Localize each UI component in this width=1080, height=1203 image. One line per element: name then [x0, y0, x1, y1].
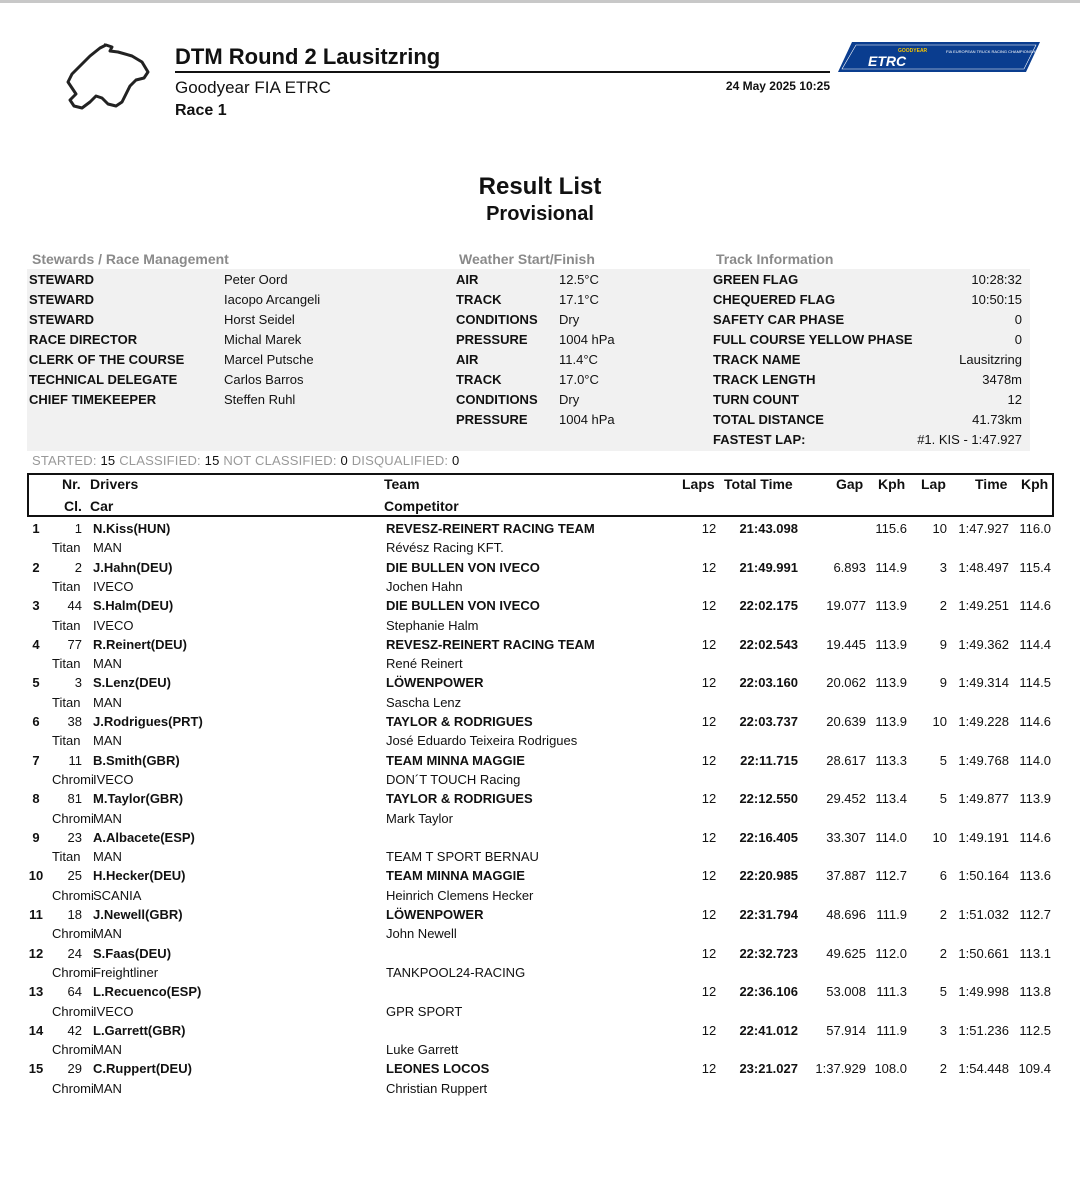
result-class: Titan	[52, 617, 81, 633]
result-total-time: 21:43.098	[739, 521, 798, 536]
result-laps: 12	[701, 598, 717, 614]
result-position: 1	[32, 521, 40, 536]
result-competitor: José Eduardo Teixeira Rodrigues	[386, 733, 578, 749]
result-laps: 12	[701, 945, 717, 961]
result-best-time: 1:50.661	[958, 945, 1009, 961]
result-number: 77	[67, 636, 82, 652]
result-kph: 112.0	[875, 945, 907, 961]
result-gap: 48.696	[826, 907, 866, 922]
result-best-kph: 112.5	[1019, 1022, 1051, 1038]
result-driver: J.Rodrigues(PRT)	[93, 714, 203, 729]
result-total-time: 22:20.985	[739, 868, 798, 884]
track-info-heading: Track Information	[716, 251, 834, 267]
result-best-lap-no: 10	[932, 714, 947, 729]
result-gap: 19.445	[826, 636, 866, 652]
track-info-label: TURN COUNT	[713, 392, 799, 407]
result-competitor: Jochen Hahn	[386, 578, 463, 594]
result-best-time: 1:50.164	[958, 868, 1009, 884]
weather-value: 17.0°C	[559, 372, 599, 387]
track-info-label: FASTEST LAP:	[713, 432, 806, 447]
result-team: REVESZ-REINERT RACING TEAM	[386, 636, 595, 652]
col-kph-best: Kph	[1021, 476, 1049, 492]
result-number: 64	[67, 984, 82, 1000]
result-team: LÖWENPOWER	[386, 675, 484, 691]
track-info-label: SAFETY CAR PHASE	[713, 312, 845, 327]
result-gap: 20.062	[826, 675, 866, 691]
steward-value: Carlos Barros	[224, 372, 304, 387]
result-competitor: DON´T TOUCH Racing	[386, 771, 521, 787]
result-car: IVECO	[93, 1003, 134, 1019]
result-car: MAN	[93, 656, 122, 672]
result-best-lap-no: 6	[939, 868, 947, 884]
logo-etrc-text: ETRC	[868, 53, 907, 69]
track-info-value: 12	[1007, 392, 1022, 407]
result-number: 81	[67, 791, 82, 807]
result-best-time: 1:47.927	[958, 521, 1009, 536]
weather-label: TRACK	[456, 292, 502, 307]
result-team: DIE BULLEN VON IVECO	[386, 559, 540, 575]
result-car: MAN	[93, 926, 122, 942]
result-kph: 113.9	[875, 714, 907, 729]
steward-value: Iacopo Arcangeli	[224, 292, 321, 307]
result-kph: 111.3	[876, 984, 907, 1000]
weather-value: 1004 hPa	[559, 412, 615, 427]
weather-value: 17.1°C	[559, 292, 599, 307]
steward-value: Michal Marek	[224, 332, 302, 347]
result-team: LÖWENPOWER	[386, 907, 484, 922]
result-gap: 33.307	[826, 829, 866, 845]
result-best-kph: 114.6	[1019, 598, 1051, 614]
result-class: Chromi	[52, 1080, 94, 1096]
result-laps: 12	[701, 1061, 717, 1077]
result-best-lap-no: 10	[932, 521, 947, 536]
steward-label: RACE DIRECTOR	[29, 332, 138, 347]
result-position: 14	[28, 1022, 44, 1038]
started-label: STARTED:	[32, 453, 97, 468]
col-competitor: Competitor	[384, 498, 459, 514]
result-gap: 29.452	[826, 791, 866, 807]
weather-label: PRESSURE	[456, 412, 528, 427]
track-info-label: GREEN FLAG	[713, 272, 799, 287]
header-rule	[175, 71, 830, 73]
result-total-time: 22:16.405	[739, 829, 798, 845]
result-number: 3	[74, 675, 82, 691]
steward-value: Horst Seidel	[224, 312, 295, 327]
result-car: MAN	[93, 1080, 122, 1096]
result-gap: 28.617	[826, 752, 866, 768]
result-total-time: 22:41.012	[739, 1022, 798, 1038]
track-info-value: 10:28:32	[971, 272, 1022, 287]
result-team: REVESZ-REINERT RACING TEAM	[386, 521, 595, 536]
result-position: 11	[29, 907, 43, 922]
result-competitor: John Newell	[386, 926, 457, 942]
result-competitor: René Reinert	[386, 656, 463, 672]
result-kph: 111.9	[876, 907, 907, 922]
result-number: 24	[67, 945, 82, 961]
race-name: Race 1	[175, 102, 227, 119]
result-best-time: 1:49.768	[958, 752, 1009, 768]
weather-value: Dry	[559, 392, 580, 407]
logo-fia-text: FIA EUROPEAN TRUCK RACING CHAMPIONSHIP	[946, 49, 1040, 54]
result-position: 15	[28, 1061, 44, 1077]
steward-label: STEWARD	[29, 292, 94, 307]
result-kph: 114.0	[875, 829, 907, 845]
series-name: Goodyear FIA ETRC	[175, 78, 331, 97]
result-competitor: Christian Ruppert	[386, 1080, 488, 1096]
result-team: LEONES LOCOS	[386, 1061, 490, 1077]
classified-label: CLASSIFIED:	[119, 453, 201, 468]
col-car: Car	[90, 498, 114, 514]
result-gap: 6.893	[833, 559, 866, 575]
result-driver: L.Recuenco(ESP)	[93, 984, 202, 1000]
result-competitor: TEAM T SPORT BERNAU	[386, 849, 539, 865]
result-laps: 12	[701, 1022, 717, 1038]
col-kph: Kph	[878, 476, 906, 492]
track-info-value: Lausitzring	[959, 352, 1022, 367]
col-gap: Gap	[836, 476, 864, 492]
result-best-time: 1:49.362	[958, 636, 1009, 652]
stewards-heading: Stewards / Race Management	[32, 251, 229, 267]
result-number: 2	[74, 559, 82, 575]
result-class: Chromi	[52, 810, 94, 826]
result-best-kph: 113.1	[1019, 945, 1051, 961]
result-best-lap-no: 9	[939, 675, 947, 691]
result-car: MAN	[93, 810, 122, 826]
started-count: 15	[100, 453, 116, 468]
result-driver: J.Newell(GBR)	[93, 907, 183, 922]
steward-label: CLERK OF THE COURSE	[29, 352, 185, 367]
result-driver: R.Reinert(DEU)	[93, 636, 187, 652]
result-best-kph: 109.4	[1018, 1061, 1051, 1077]
result-class: Chromi	[52, 887, 94, 903]
result-best-kph: 114.6	[1019, 714, 1051, 729]
result-competitor: Heinrich Clemens Hecker	[386, 887, 534, 903]
result-best-time: 1:49.228	[958, 714, 1009, 729]
event-title: DTM Round 2 Lausitzring	[175, 44, 441, 69]
result-class: Titan	[52, 733, 81, 749]
result-gap: 53.008	[826, 984, 866, 1000]
not-classified-label: NOT CLASSIFIED:	[223, 453, 337, 468]
result-gap: 49.625	[826, 945, 866, 961]
steward-value: Marcel Putsche	[224, 352, 314, 367]
result-best-kph: 113.6	[1019, 868, 1051, 884]
col-drivers: Drivers	[90, 476, 139, 492]
report-datetime: 24 May 2025 10:25	[725, 79, 830, 93]
col-lap: Lap	[921, 476, 946, 492]
result-laps: 12	[701, 752, 717, 768]
result-best-lap-no: 10	[932, 829, 947, 845]
result-class: Chromi	[52, 771, 94, 787]
result-kph: 113.4	[875, 791, 907, 807]
result-total-time: 22:02.543	[739, 636, 798, 652]
result-laps: 12	[701, 984, 717, 1000]
result-kph: 112.7	[875, 868, 907, 884]
weather-value: 1004 hPa	[559, 332, 615, 347]
result-car: IVECO	[93, 617, 134, 633]
result-competitor: Sascha Lenz	[386, 694, 462, 710]
result-total-time: 22:02.175	[739, 598, 798, 614]
result-number: 38	[67, 714, 82, 729]
result-number: 11	[68, 752, 82, 768]
result-position: 10	[28, 868, 44, 884]
disqualified-count: 0	[452, 453, 460, 468]
result-car: IVECO	[93, 771, 134, 787]
result-driver: A.Albacete(ESP)	[93, 829, 195, 845]
result-total-time: 22:03.160	[739, 675, 798, 691]
result-best-kph: 114.0	[1019, 752, 1051, 768]
result-best-lap-no: 3	[939, 559, 947, 575]
result-car: MAN	[93, 849, 122, 865]
disqualified-label: DISQUALIFIED:	[351, 453, 449, 468]
result-driver: B.Smith(GBR)	[93, 752, 180, 768]
result-gap: 37.887	[826, 868, 866, 884]
result-best-lap-no: 2	[939, 907, 947, 922]
result-laps: 12	[701, 868, 717, 884]
result-best-kph: 113.8	[1019, 984, 1051, 1000]
result-best-lap-no: 2	[939, 1061, 947, 1077]
result-class: Titan	[52, 694, 81, 710]
result-car: IVECO	[93, 578, 134, 594]
result-total-time: 22:31.794	[739, 907, 798, 922]
result-total-time: 22:32.723	[739, 945, 798, 961]
result-kph: 113.9	[875, 636, 907, 652]
result-list-title: Result List	[478, 173, 602, 200]
result-best-time: 1:49.877	[958, 791, 1009, 807]
result-best-lap-no: 3	[939, 1022, 947, 1038]
track-info-value: 3478m	[982, 372, 1022, 387]
result-class: Chromi	[52, 1003, 94, 1019]
result-kph: 108.0	[874, 1061, 907, 1077]
result-laps: 12	[701, 907, 717, 922]
result-car: SCANIA	[93, 887, 142, 903]
result-best-time: 1:48.497	[958, 559, 1009, 575]
result-driver: S.Halm(DEU)	[93, 598, 174, 614]
result-best-lap-no: 9	[939, 636, 947, 652]
result-status: Provisional	[486, 203, 594, 225]
etrc-logo	[838, 42, 1040, 72]
weather-value: 11.4°C	[559, 352, 598, 367]
weather-label: CONDITIONS	[456, 392, 538, 407]
result-total-time: 22:11.715	[740, 752, 798, 768]
result-best-kph: 114.4	[1019, 636, 1051, 652]
result-driver: S.Faas(DEU)	[93, 945, 172, 961]
track-info-label: TRACK LENGTH	[713, 372, 816, 387]
track-map-icon	[60, 42, 160, 112]
result-competitor: GPR SPORT	[386, 1003, 463, 1019]
track-info-value: 0	[1014, 312, 1022, 327]
result-team: TEAM MINNA MAGGIE	[386, 868, 525, 884]
result-class: Titan	[52, 578, 81, 594]
steward-label: CHIEF TIMEKEEPER	[29, 392, 157, 407]
result-competitor: Révész Racing KFT.	[386, 540, 504, 556]
result-best-kph: 115.4	[1019, 559, 1051, 575]
result-driver: M.Taylor(GBR)	[93, 791, 184, 807]
result-laps: 12	[701, 521, 717, 536]
result-gap: 19.077	[826, 598, 866, 614]
result-total-time: 21:49.991	[739, 559, 798, 575]
track-info-label: FULL COURSE YELLOW PHASE	[713, 332, 913, 347]
steward-label: STEWARD	[29, 272, 94, 287]
result-number: 18	[67, 907, 82, 922]
steward-label: TECHNICAL DELEGATE	[29, 372, 178, 387]
result-competitor: Stephanie Halm	[386, 617, 479, 633]
result-kph: 115.6	[875, 521, 907, 536]
track-info-label: TRACK NAME	[713, 352, 801, 367]
result-total-time: 22:03.737	[739, 714, 798, 729]
result-best-kph: 114.6	[1019, 829, 1051, 845]
result-position: 3	[32, 598, 40, 614]
result-competitor: Luke Garrett	[386, 1042, 459, 1058]
result-team: TEAM MINNA MAGGIE	[386, 752, 525, 768]
col-class: Cl.	[64, 498, 82, 514]
steward-value: Peter Oord	[224, 272, 288, 287]
result-car: Freightliner	[93, 964, 159, 980]
weather-heading: Weather Start/Finish	[459, 251, 595, 267]
result-kph: 111.9	[876, 1022, 907, 1038]
result-class: Chromi	[52, 926, 94, 942]
result-position: 4	[32, 636, 40, 652]
track-info-label: TOTAL DISTANCE	[713, 412, 824, 427]
track-info-value: 10:50:15	[971, 292, 1022, 307]
result-best-lap-no: 5	[939, 791, 947, 807]
not-classified-count: 0	[340, 453, 348, 468]
result-best-time: 1:49.251	[958, 598, 1009, 614]
classified-count: 15	[204, 453, 220, 468]
result-position: 2	[32, 559, 40, 575]
result-laps: 12	[701, 675, 717, 691]
result-best-lap-no: 5	[939, 984, 947, 1000]
result-car: MAN	[93, 733, 122, 749]
steward-label: STEWARD	[29, 312, 94, 327]
result-best-kph: 116.0	[1019, 521, 1051, 536]
result-kph: 113.9	[875, 675, 907, 691]
result-best-kph: 113.9	[1019, 791, 1051, 807]
result-gap: 57.914	[826, 1022, 866, 1038]
logo-goodyear-text: GOODYEAR	[898, 48, 928, 54]
result-position: 6	[32, 714, 40, 729]
track-info-label: CHEQUERED FLAG	[713, 292, 836, 307]
result-number: 25	[67, 868, 82, 884]
result-team: TAYLOR & RODRIGUES	[386, 714, 533, 729]
result-laps: 12	[701, 559, 717, 575]
result-position: 9	[32, 829, 40, 845]
result-number: 44	[67, 598, 82, 614]
col-time: Time	[975, 476, 1008, 492]
result-best-time: 1:51.236	[958, 1022, 1009, 1038]
weather-label: AIR	[456, 272, 479, 287]
result-best-time: 1:51.032	[958, 907, 1009, 922]
result-laps: 12	[701, 829, 717, 845]
result-class: Chromi	[52, 964, 94, 980]
track-info-value: 0	[1014, 332, 1022, 347]
col-team: Team	[384, 476, 420, 492]
weather-label: AIR	[456, 352, 479, 367]
result-car: MAN	[93, 694, 122, 710]
result-driver: L.Garrett(GBR)	[93, 1022, 186, 1038]
result-kph: 114.9	[875, 559, 907, 575]
result-driver: N.Kiss(HUN)	[93, 521, 171, 536]
weather-value: 12.5°C	[559, 272, 599, 287]
weather-label: TRACK	[456, 372, 502, 387]
result-laps: 12	[701, 636, 717, 652]
result-kph: 113.3	[875, 752, 907, 768]
result-best-lap-no: 5	[939, 752, 947, 768]
result-competitor: TANKPOOL24-RACING	[386, 964, 526, 980]
result-number: 23	[67, 829, 82, 845]
result-best-kph: 112.7	[1019, 907, 1051, 922]
result-best-time: 1:49.314	[958, 675, 1009, 691]
result-driver: J.Hahn(DEU)	[93, 559, 173, 575]
result-position: 12	[28, 945, 44, 961]
classification-counts	[32, 453, 459, 468]
result-best-time: 1:49.998	[958, 984, 1009, 1000]
result-car: MAN	[93, 1042, 122, 1058]
result-class: Chromi	[52, 1042, 94, 1058]
result-best-time: 1:54.448	[958, 1061, 1009, 1077]
result-class: Titan	[52, 849, 81, 865]
result-best-lap-no: 2	[939, 598, 947, 614]
col-nr: Nr.	[62, 476, 81, 492]
result-position: 7	[32, 752, 40, 768]
col-total-time: Total Time	[724, 476, 793, 492]
result-number: 29	[67, 1061, 82, 1077]
track-info-value: 41.73km	[972, 412, 1022, 427]
result-team: TAYLOR & RODRIGUES	[386, 791, 533, 807]
result-laps: 12	[701, 791, 717, 807]
result-car: MAN	[93, 540, 122, 556]
result-position: 8	[32, 791, 40, 807]
top-border	[0, 0, 1080, 3]
result-best-lap-no: 2	[939, 945, 947, 961]
result-laps: 12	[701, 714, 717, 729]
result-total-time: 22:12.550	[739, 791, 798, 807]
track-info-value: #1. KIS - 1:47.927	[917, 432, 1022, 447]
steward-value: Steffen Ruhl	[224, 392, 296, 407]
result-total-time: 22:36.106	[739, 984, 798, 1000]
col-laps: Laps	[682, 476, 715, 492]
result-best-time: 1:49.191	[958, 829, 1009, 845]
result-driver: S.Lenz(DEU)	[93, 675, 171, 691]
result-gap: 20.639	[826, 714, 866, 729]
result-number: 42	[67, 1022, 82, 1038]
result-gap: 1:37.929	[815, 1061, 866, 1077]
result-total-time: 23:21.027	[739, 1061, 798, 1077]
result-class: Titan	[52, 540, 81, 556]
result-best-kph: 114.5	[1019, 675, 1051, 691]
weather-label: PRESSURE	[456, 332, 528, 347]
result-position: 13	[28, 984, 44, 1000]
result-class: Titan	[52, 656, 81, 672]
result-number: 1	[74, 521, 82, 536]
result-team: DIE BULLEN VON IVECO	[386, 598, 540, 614]
result-competitor: Mark Taylor	[386, 810, 453, 826]
result-position: 5	[32, 675, 40, 691]
weather-label: CONDITIONS	[456, 312, 538, 327]
result-driver: C.Ruppert(DEU)	[93, 1061, 192, 1077]
weather-value: Dry	[559, 312, 580, 327]
result-kph: 113.9	[875, 598, 907, 614]
result-driver: H.Hecker(DEU)	[93, 868, 186, 884]
